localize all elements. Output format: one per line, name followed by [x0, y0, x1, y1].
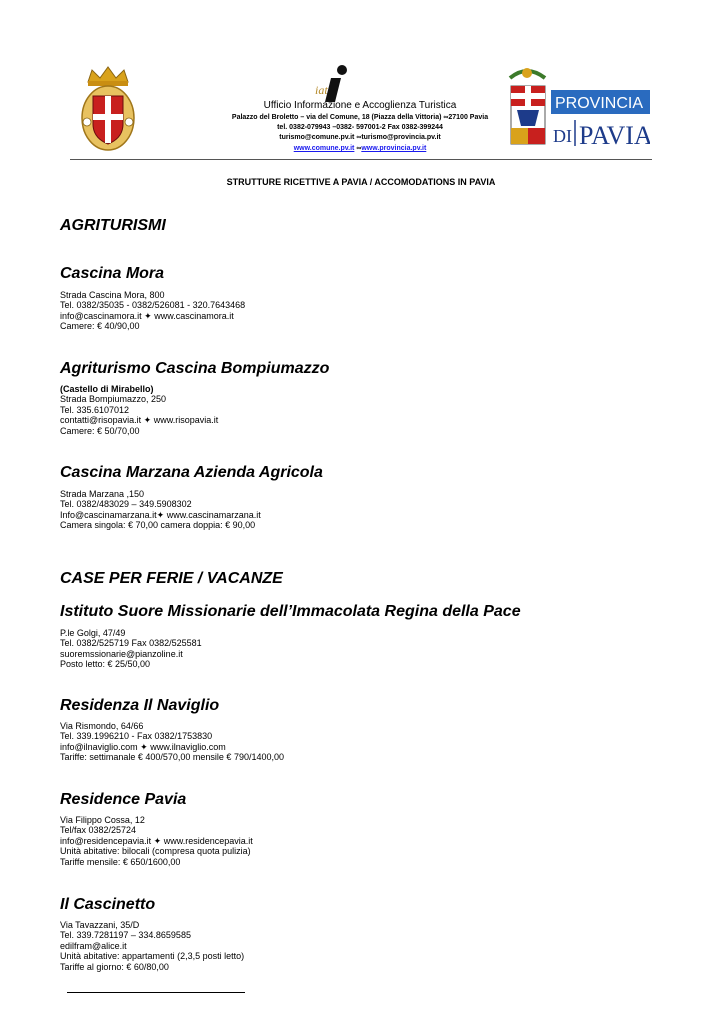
detail-line: Tel/fax 0382/25724 — [60, 825, 137, 836]
detail-line: Via Tavazzani, 35/D — [60, 920, 140, 930]
detail-line: Via Filippo Cossa, 12 — [60, 815, 145, 825]
detail-line: info@residencepavia.it ✦ www.residencepavia.it — [60, 835, 253, 846]
office-address: Palazzo del Broletto – via del Comune, 18 (Piazza della Vittoria) ∞27100 Pavia — [231, 114, 489, 121]
iat-logo-text: iat — [315, 83, 328, 97]
entry-title-istituto-suore: Istituto Suore Missionarie dell’Immacolata Regina della Pace — [60, 603, 521, 620]
provincia-word: PROVINCIA — [555, 95, 644, 112]
page-main-heading: STRUTTURE RICETTIVE A PAVIA / ACCOMODATIONS IN PAVIA — [226, 177, 496, 187]
entry-details-istituto-suore — [60, 628, 202, 670]
comune-website-link[interactable]: www.comune.pv.it — [293, 145, 355, 152]
detail-line: Tariffe mensile: € 650/1600,00 — [60, 856, 181, 867]
detail-line: Info@cascinamarzana.it✦ www.cascinamarzana.it — [60, 509, 261, 520]
entry-details-il-cascinetto — [60, 920, 244, 972]
detail-subtitle: (Castello di Mirabello) — [60, 384, 154, 394]
detail-line: Camere: € 40/90,00 — [60, 321, 140, 332]
detail-line: edilfram@alice.it — [60, 940, 127, 951]
entry-title-residence-pavia: Residence Pavia — [60, 791, 187, 808]
header-divider — [70, 159, 652, 160]
detail-line: Camera singola: € 70,00 camera doppia: € 90,00 — [60, 520, 256, 531]
detail-line: Via Rismondo, 64/66 — [60, 721, 144, 731]
pavia-word: PAVIA — [579, 121, 650, 150]
detail-line: Unità abitative: appartamenti (2,3,5 posti letto) — [60, 951, 245, 962]
office-email: turismo@comune.pv.it ∞turismo@provincia.pv.it — [279, 134, 441, 141]
detail-line: Strada Cascina Mora, 800 — [60, 290, 165, 300]
entry-details-residenza-il-naviglio — [60, 721, 284, 763]
detail-line: Camere: € 50/70,00 — [60, 425, 140, 436]
detail-line: Tariffe: settimanale € 400/570,00 mensile € 790/1400,00 — [60, 752, 284, 763]
entry-title-residenza-il-naviglio: Residenza Il Naviglio — [60, 697, 220, 714]
section-heading-agriturismi: AGRITURISMI — [60, 217, 166, 234]
entry-title-cascina-mora: Cascina Mora — [60, 265, 165, 282]
detail-line: Strada Bompiumazzo, 250 — [60, 394, 167, 405]
section-heading-case-per-ferie: CASE PER FERIE / VACANZE — [60, 570, 283, 587]
entry-title-il-cascinetto: Il Cascinetto — [60, 896, 156, 913]
office-title: Ufficio Informazione e Accoglienza Turistica — [263, 100, 457, 111]
iat-info-logo — [313, 64, 353, 104]
detail-line: Tariffe al giorno: € 60/80,00 — [60, 961, 169, 972]
provincia-di-pavia-logo — [505, 64, 650, 150]
web-separator: ∞ — [354, 145, 362, 152]
pavia-city-crest-logo — [78, 64, 138, 154]
detail-line: Tel. 339.1996210 - Fax 0382/1753830 — [60, 731, 213, 742]
detail-line: Unità abitative: bilocali (compresa quota pulizia) — [60, 846, 251, 857]
detail-line: Tel. 0382/483029 – 349.5908302 — [60, 499, 192, 510]
entry-title-cascina-bompiumazzo: Agriturismo Cascina Bompiumazzo — [60, 360, 330, 377]
provincia-website-link[interactable]: www.provincia.pv.it — [361, 145, 427, 152]
entry-details-cascina-mora — [60, 290, 245, 332]
entry-details-residence-pavia — [60, 815, 253, 867]
detail-line: P.le Golgi, 47/49 — [60, 628, 126, 638]
detail-line: Strada Marzana ,150 — [60, 489, 145, 499]
footnote-divider — [67, 992, 245, 993]
detail-line: info@cascinamora.it ✦ www.cascinamora.it — [60, 310, 234, 321]
detail-line: contatti@risopavia.it ✦ www.risopavia.it — [60, 415, 219, 426]
detail-line: Tel. 335.6107012 — [60, 404, 130, 415]
detail-line: Tel. 0382/525719 Fax 0382/525581 — [60, 638, 202, 649]
entry-details-cascina-marzana — [60, 489, 261, 531]
entry-title-cascina-marzana: Cascina Marzana Azienda Agricola — [60, 464, 323, 481]
detail-line: Tel. 0382/35035 - 0382/526081 - 320.7643468 — [60, 300, 246, 311]
detail-line: suoremssionarie@pianzoline.it — [60, 648, 183, 659]
entry-details-cascina-bompiumazzo — [60, 384, 218, 436]
detail-line: Tel. 339.7281197 – 334.8659585 — [60, 930, 191, 941]
detail-line: Posto letto: € 25/50,00 — [60, 659, 151, 670]
detail-line: info@ilnaviglio.com ✦ www.ilnaviglio.com — [60, 741, 226, 752]
di-word: DI — [553, 126, 572, 146]
office-phone: tel. 0382-079943 –0382- 597001-2 Fax 0382-399244 — [277, 124, 443, 131]
